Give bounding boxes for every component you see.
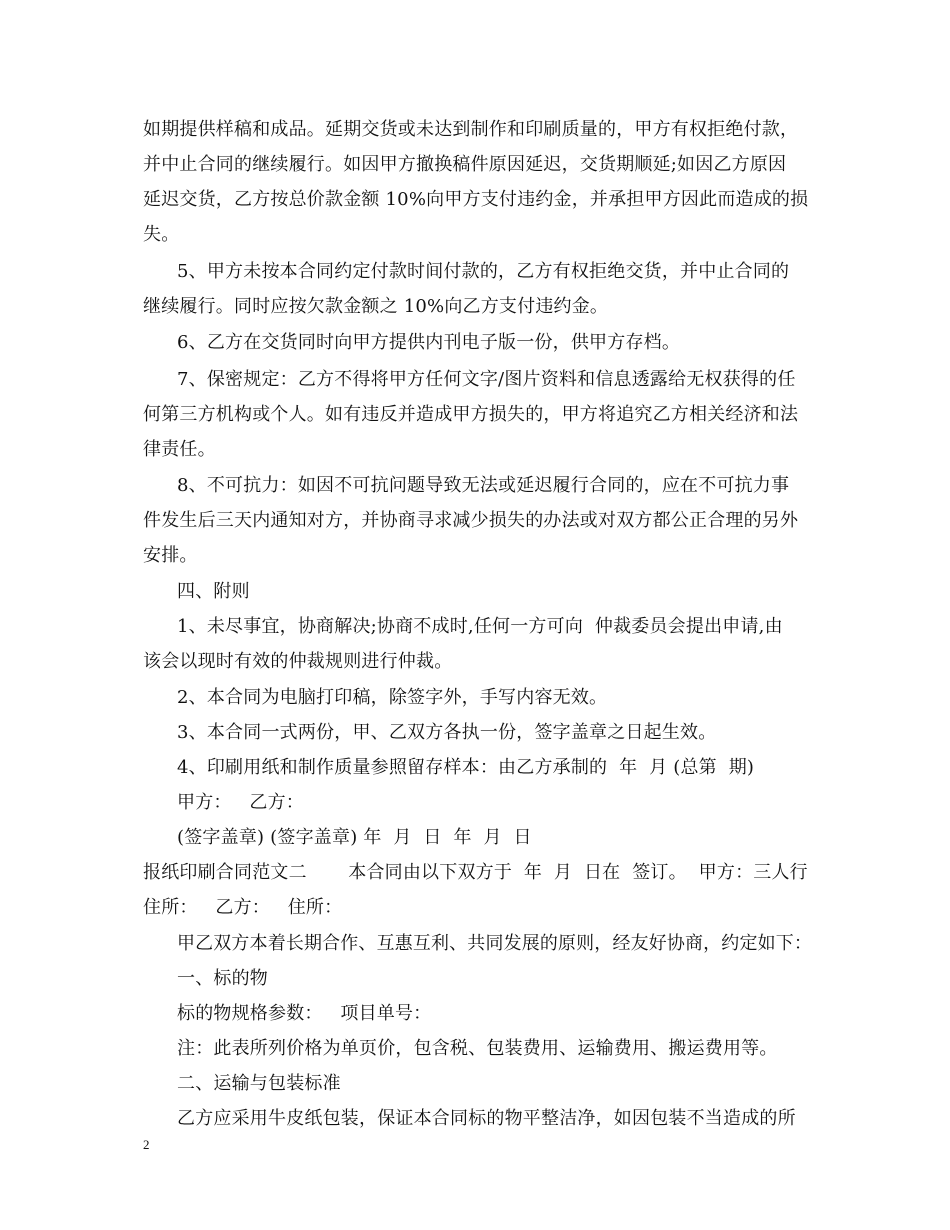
body-line: 失。 <box>143 224 180 245</box>
section-heading-transport: 二、运输与包装标准 <box>177 1073 341 1094</box>
body-line: 并中止合同的继续履行。如因甲方撤换稿件原因延迟，交货期顺延;如因乙方原因 <box>143 154 787 175</box>
page-number: 2 <box>143 1137 150 1152</box>
second-contract-heading: 报纸印刷合同范文二 本合同由以下双方于 年 月 日在 签订。 甲方：三人行 <box>143 862 808 883</box>
note-line: 注：此表所列价格为单页价，包含税、包装费用、运输费用、搬运费用等。 <box>177 1038 778 1059</box>
section-heading-subject: 一、标的物 <box>177 968 268 989</box>
body-line: 乙方应采用牛皮纸包装，保证本合同标的物平整洁净，如因包装不当造成的所 <box>177 1108 796 1129</box>
spec-line: 标的物规格参数： 项目单号： <box>177 1003 432 1024</box>
body-line: 安排。 <box>143 545 198 566</box>
clause-8: 8、不可抗力：如因不可抗问题导致无法或延迟履行合同的，应在不可抗力事 <box>177 475 790 496</box>
appendix-clause-2: 2、本合同为电脑打印稿，除签字外，手写内容无效。 <box>177 687 608 708</box>
clause-7: 7、保密规定：乙方不得将甲方任何文字/图片资料和信息透露给无权获得的任 <box>177 369 796 390</box>
body-line: 如期提供样稿和成品。延期交货或未达到制作和印刷质量的，甲方有权拒绝付款， <box>143 119 799 140</box>
appendix-clause-4: 4、印刷用纸和制作质量参照留存样本：由乙方承制的 年 月 (总第 期) <box>177 757 755 778</box>
signature-line: (签字盖章) (签字盖章) 年 月 日 年 月 日 <box>177 827 532 848</box>
clause-5: 5、甲方未按本合同约定付款时间付款的，乙方有权拒绝交货，并中止合同的 <box>177 261 790 282</box>
body-line: 该会以现时有效的仲裁规则进行仲裁。 <box>143 651 453 672</box>
appendix-clause-1: 1、未尽事宜，协商解决;协商不成时,任何一方可向 仲裁委员会提出申请,由 <box>177 616 783 637</box>
body-line: 继续履行。同时应按欠款金额之 10%向乙方支付违约金。 <box>143 296 609 317</box>
clause-6: 6、乙方在交货同时向甲方提供内刊电子版一份，供甲方存档。 <box>177 332 681 353</box>
body-line: 律责任。 <box>143 439 216 460</box>
address-line: 住所： 乙方： 住所： <box>143 897 343 918</box>
preamble-line: 甲乙双方本着长期合作、互惠互利、共同发展的原则，经友好协商，约定如下： <box>177 933 813 954</box>
party-labels: 甲方： 乙方： <box>177 792 304 813</box>
body-line: 何第三方机构或个人。如有违反并造成甲方损失的，甲方将追究乙方相关经济和法 <box>143 404 799 425</box>
body-line: 延迟交货，乙方按总价款金额 10%向甲方支付违约金，并承担甲方因此而造成的损 <box>143 189 809 210</box>
body-line: 件发生后三天内通知对方，并协商寻求减少损失的办法或对双方都公正合理的另外 <box>143 510 799 531</box>
appendix-clause-3: 3、本合同一式两份，甲、乙双方各执一份，签字盖章之日起生效。 <box>177 722 717 743</box>
section-heading-appendix: 四、附则 <box>177 581 250 602</box>
